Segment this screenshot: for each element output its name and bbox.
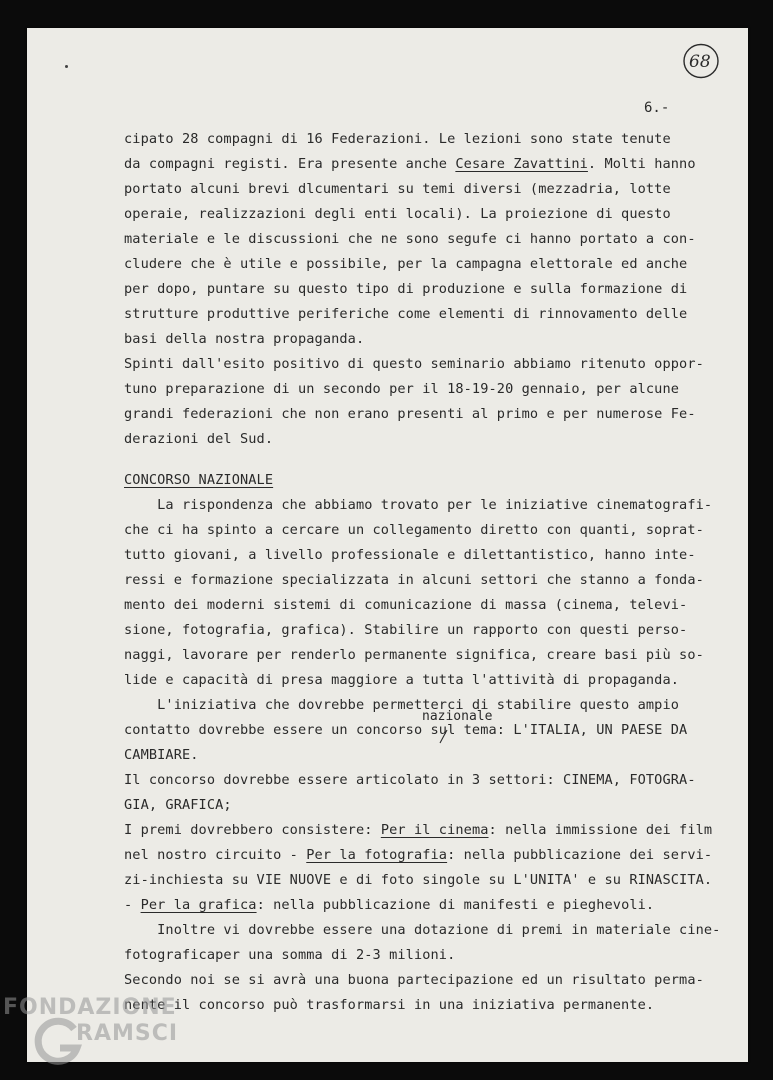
text-line: GIA, GRAFICA; [124, 797, 232, 813]
text-line: per dopo, puntare su questo tipo di produzione e sulla formazione di [124, 281, 688, 297]
text-line: grandi federazioni che non erano presenti al primo e per numerose Fe- [124, 406, 696, 422]
text-line: contatto dovrebbe essere un concorso sul tema: L'ITALIA, UN PAESE DA [124, 722, 688, 738]
text-line: lide e capacità di presa maggiore a tutta l'attività di propaganda. [124, 672, 680, 688]
archive-stamp [681, 42, 721, 80]
text-line: da compagni registi. Era presente anche Cesare Zavattini. Molti hanno [124, 156, 696, 172]
text-line: portato alcuni brevi dlcumentari su temi diversi (mezzadria, lotte [124, 181, 671, 197]
text-line: cipato 28 compagni di 16 Federazioni. Le lezioni sono state tenute [124, 131, 671, 147]
text-line: La rispondenza che abbiamo trovato per le iniziative cinematografi- [124, 497, 713, 513]
text-line: nel nostro circuito - Per la fotografia: nella pubblicazione dei servi- [124, 847, 713, 863]
text-line: sione, fotografia, grafica). Stabilire un rapporto con questi perso- [124, 622, 688, 638]
underlined-name: Cesare Zavattini [455, 156, 588, 172]
text-line: strutture produttive periferiche come elementi di rinnovamento delle [124, 306, 688, 322]
speck-mark [65, 65, 68, 68]
text-line: CAMBIARE. [124, 747, 199, 763]
watermark-logo [0, 990, 200, 1080]
text-line: I premi dovrebbero consistere: Per il cinema: nella immissione dei film [124, 822, 713, 838]
text-line: Inoltre vi dovrebbe essere una dotazione di premi in materiale cine- [124, 922, 721, 938]
text-line: Secondo noi se si avrà una buona partecipazione ed un risultato perma- [124, 972, 704, 988]
text-line: cludere che è utile e possibile, per la campagna elettorale ed anche [124, 256, 688, 272]
text-line: fotograficaper una somma di 2-3 milioni. [124, 947, 456, 963]
text-line: materiale e le discussioni che ne sono segufe ci hanno portato a con- [124, 231, 696, 247]
underlined-term: Per il cinema [380, 822, 489, 838]
text-line: L'iniziativa che dovrebbe permetterci di stabilire questo ampio [124, 697, 680, 713]
underlined-term: Per la grafica [140, 897, 257, 913]
text-line: nente il concorso può trasformarsi in una iniziativa permanente. [124, 997, 655, 1013]
text-line: derazioni del Sud. [124, 431, 274, 447]
text-line: operaie, realizzazioni degli enti locali). La proiezione di questo [124, 206, 671, 222]
section-heading: CONCORSO NAZIONALE [124, 472, 274, 488]
text-line: ressi e formazione specializzata in alcuni settori che stanno a fonda- [124, 572, 704, 588]
text-line: Spinti dall'esito positivo di questo seminario abbiamo ritenuto oppor- [124, 356, 704, 372]
text-line: tutto giovani, a livello professionale e dilettantistico, hanno inte- [124, 547, 696, 563]
underlined-term: Per la fotografia [306, 847, 448, 863]
handwritten-insertion: nazionale [422, 709, 493, 724]
text-line: naggi, lavorare per renderlo permanente significa, creare basi più so- [124, 647, 704, 663]
text-line: che ci ha spinto a cercare un collegamento diretto con quanti, soprat- [124, 522, 704, 538]
stamp-number: 68 [689, 52, 711, 72]
watermark-line2: RAMSCI [76, 1021, 179, 1046]
document-page [27, 28, 748, 1062]
text-line: basi della nostra propaganda. [124, 331, 365, 347]
watermark-line1: FONDAZIONE [3, 995, 177, 1020]
text-line: mento dei moderni sistemi di comunicazione di massa (cinema, televi- [124, 597, 688, 613]
page-number: 6.- [644, 100, 670, 116]
text-line: - Per la grafica: nella pubblicazione di manifesti e pieghevoli. [124, 897, 655, 913]
text-line: tuno preparazione di un secondo per il 18-19-20 gennaio, per alcune [124, 381, 680, 397]
text-line: zi-inchiesta su VIE NUOVE e di foto singole su L'UNITA' e su RINASCITA. [124, 872, 713, 888]
text-line: Il concorso dovrebbe essere articolato in 3 settori: CINEMA, FOTOGRA- [124, 772, 696, 788]
